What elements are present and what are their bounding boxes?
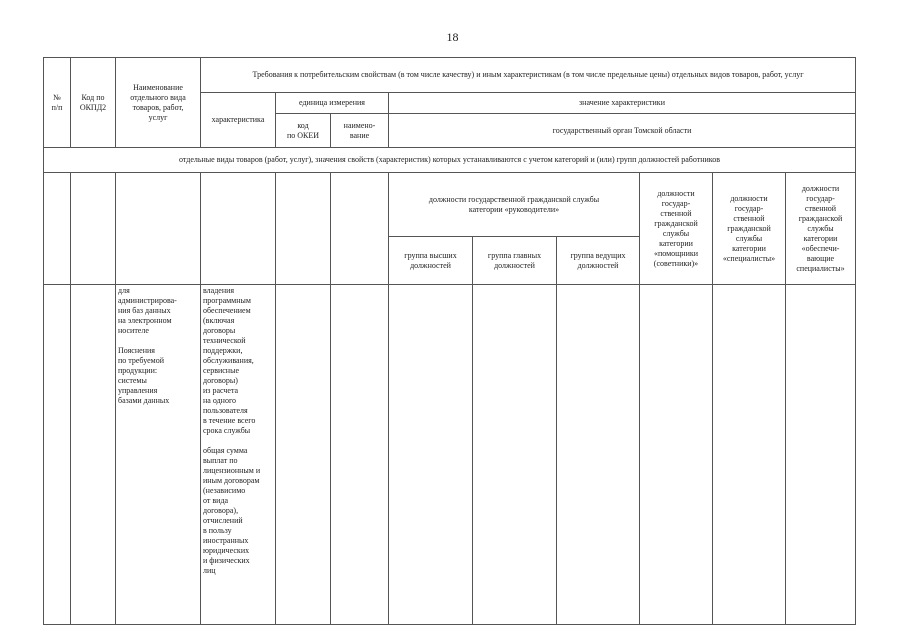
body-cell	[473, 285, 557, 625]
header-unit: единица измерения	[276, 93, 389, 114]
header-okei: код по ОКЕИ	[276, 114, 331, 148]
header-group-highest: группа высших должностей	[389, 237, 473, 285]
body-cell	[640, 285, 713, 625]
header-group-leading: группа ведущих должностей	[557, 237, 640, 285]
body-characteristic-cell: владения программным обеспечением (включая договоры технической поддержки, обслуживания, сервисные договоры) из расчета на одного пользователя в течение всего срока службы общая сумма выплат по лицензионным и иным договорам (независимо от вида договора), отчислений в пользу иностранных юридических и физических лиц	[201, 285, 276, 625]
empty-cell	[116, 173, 201, 285]
empty-cell	[44, 173, 71, 285]
body-cell	[786, 285, 856, 625]
body-cell	[713, 285, 786, 625]
header-value: значение характеристики	[389, 93, 856, 114]
header-leaders: должности государственной гражданской службы категории «руководители»	[389, 173, 640, 237]
requirements-table	[43, 57, 856, 625]
empty-cell	[276, 173, 331, 285]
header-requirements: Требования к потребительским свойствам (в том числе качеству) и иным характеристикам (в том числе предельные цены) отдельных видов товаров, работ, услуг	[201, 58, 856, 93]
body-cell	[44, 285, 71, 625]
body-name-cell: для администрирова- ния баз данных на электронном носителе Пояснения по требуемой продукции: системы управления базами данных	[116, 285, 201, 625]
header-specialists: должности государ- ственной гражданской службы категории «специалисты»	[713, 173, 786, 285]
body-cell	[331, 285, 389, 625]
header-group-main: группа главных должностей	[473, 237, 557, 285]
body-cell	[557, 285, 640, 625]
empty-cell	[71, 173, 116, 285]
header-unit-name: наимено- вание	[331, 114, 389, 148]
empty-cell	[331, 173, 389, 285]
header-num: № п/п	[44, 58, 71, 148]
header-support: должности государ- ственной гражданской службы категории «обеспечи- вающие специалисты»	[786, 173, 856, 285]
header-okpd: Код по ОКПД2	[71, 58, 116, 148]
header-name: Наименование отдельного вида товаров, работ, услуг	[116, 58, 201, 148]
body-cell	[276, 285, 331, 625]
body-cell	[389, 285, 473, 625]
header-gov-body: государственный орган Томской области	[389, 114, 856, 148]
header-characteristic: характеристика	[201, 93, 276, 148]
empty-cell	[201, 173, 276, 285]
page-number: 18	[446, 30, 459, 44]
span-note: отдельные виды товаров (работ, услуг), значения свойств (характеристик) которых устанавливаются с учетом категорий и (или) групп должностей работников	[44, 148, 856, 173]
body-cell	[71, 285, 116, 625]
header-assistants: должности государ- ственной гражданской службы категории «помощники (советники)»	[640, 173, 713, 285]
